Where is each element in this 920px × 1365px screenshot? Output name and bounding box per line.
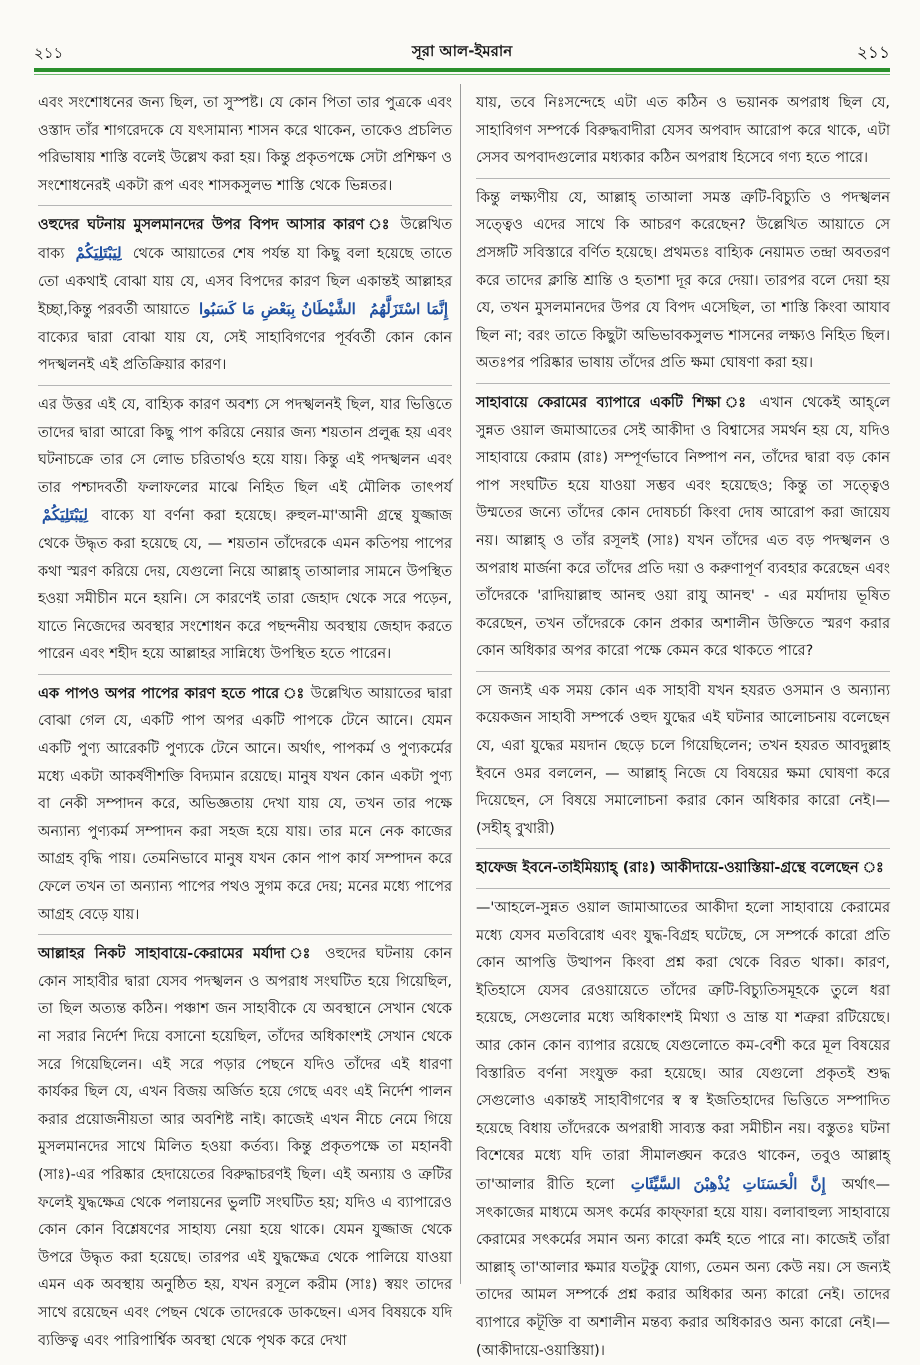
header-rule bbox=[34, 68, 890, 72]
section-heading: হাফেজ ইবনে-তাইমিয়্যাহ্ (রাঃ) আকীদায়ে-ওয়াস্তিয়া-গ্রন্থে বলেছেন ঃ bbox=[476, 860, 885, 877]
page-header bbox=[34, 34, 890, 64]
paragraph bbox=[38, 90, 452, 200]
paragraph-text: এর উত্তর এই যে, বাহ্যিক কারণ অবশ্য সে পদস্খলনই ছিল, যার ভিত্তিতে তাদের দ্বারা আরো কিছু পাপ করিয়ে নেয়ার জন্য শয়তান প্রলুব্ধ হয় এবং ঘটনাচক্রে তার সে লোভ চরিতার্থও হয়ে যায়। কিন্তু এই পদস্খলন এবং তার পশ্চাদবর্তী ফলাফলের মাঝে নিহিত ছিল এই মৌলিক তাৎপর্য bbox=[38, 396, 452, 496]
arabic-phrase: الشَّيْطَانُ بِبَعْضِ مَا كَسَبُوا bbox=[199, 300, 356, 319]
paragraph-separator bbox=[38, 385, 452, 386]
paragraph-text: উল্লেখিত আয়াতের দ্বারা বোঝা গেল যে, একটি পাপ অপর একটি পাপকে টেনে আনে। যেমন একটি পুণ্য আরেকটি পুণ্যকে টেনে আনে। অর্থাৎ, পাপকর্ম ও পুণ্যকর্মের মধ্যে একটা আকর্ষণীশক্তি বিদ্যমান রয়েছে। মানুষ যখন কোন একটা পুণ্য বা নেকী সম্পাদন করে, অভিজ্ঞতায় দেখা যায় যে, তখন তার পক্ষে অন্যান্য পুণ্যকর্ম সম্পাদন করা সহজ হয়ে যায়। তার মনে নেক কাজের আগ্রহ বৃদ্ধি পায়। তেমনিভাবে মানুষ যখন কোন পাপ কার্য সম্পাদন করে ফেলে তখন তা অন্যান্য পাপের পথও সুগম করে দেয়; মনের মধ্যে পাপের আগ্রহ বেড়ে যায়। bbox=[38, 685, 452, 923]
page-number-left: ২১১ bbox=[34, 44, 64, 62]
paragraph bbox=[476, 678, 890, 844]
chapter-title: সূরা আল-ইমরান bbox=[411, 42, 513, 60]
paragraph-separator bbox=[476, 671, 890, 672]
paragraph-separator bbox=[476, 848, 890, 849]
paragraph-text: —'আহলে-সুন্নত ওয়াল জামাআতের আকীদা হলো সাহাবায়ে কেরামের মধ্যে যেসব মতবিরোধ এবং যুদ্ধ-বিগ্রহ ঘটেছে, সে সম্পর্কে কারো প্রতি কোন আপত্তি উত্থাপন কিংবা প্রশ্ন করা থেকে বিরত থাকা। কারণ, ইতিহাসে যেসব রেওয়ায়েতে তাঁদের ত্রুটি-বিচ্যুতিসমূহকে তুলে ধরা হয়েছে, সেগুলোর মধ্যে অধিকাংশই মিথ্যা ও ভ্রান্ত যা শত্রুরা রটিয়েছে। আর কোন কোন ব্যাপার রয়েছে যেগুলোতে কম-বেশী করে মূল বিষয়ের বিস্তারিত বর্ণনা সংযুক্ত করা হয়েছে। আর যেগুলো প্রকৃতই শুদ্ধ সেগুলোও একান্তই সাহাবীগণের স্ব স্ব ইজতিহাদের ভিত্তিতে সম্পাদিত হয়েছে বিধায় তাঁদেরকে অপরাধী সাব্যস্ত করা সমীচীন নয়। বস্তুতঃ ঘটনা বিশেষের মধ্যে যদি তারা সীমালঙ্ঘন করেও থাকেন, তবুও আল্লাহ্‌ তা'আলার রীতি হলো bbox=[476, 900, 890, 1193]
paragraph-separator bbox=[38, 934, 452, 935]
arabic-phrase: لِيَبْتَلِيَكُمْ bbox=[75, 243, 122, 262]
section-heading: সাহাবায়ে কেরামের ব্যাপারে একটি শিক্ষা ঃ bbox=[476, 394, 751, 411]
paragraph-separator bbox=[38, 674, 452, 675]
paragraph bbox=[38, 941, 452, 1355]
paragraph bbox=[38, 392, 452, 669]
paragraph bbox=[476, 90, 890, 173]
header-rule-thin bbox=[34, 74, 890, 75]
paragraph-text: উল্লেখিত বাক্য bbox=[38, 217, 452, 262]
paragraph-text: যায়, তবে নিঃসন্দেহে এটা এত কঠিন ও ভয়ানক অপরাধ ছিল যে, সাহাবিগণ সম্পর্কে বিরুদ্ধবাদীরা যেসব অপবাদ আরোপ করে থাকে, এটা সেসব অপবাদগুলোর মধ্যকার কঠিন অপরাধ হিসেবে গণ্য হতে পারে। bbox=[476, 95, 890, 167]
paragraph bbox=[476, 185, 890, 378]
paragraph-separator bbox=[476, 178, 890, 179]
paragraph-separator bbox=[38, 205, 452, 206]
paragraph-text: থেকে আয়াতের শেষ পর্যন্ত যা কিছু বলা হয়েছে তাতে তো একথাই বোঝা যায় যে, এসব বিপদের কারণ ছিল একান্তই আল্লাহর ইচ্ছা,কিন্তু পরবর্তী আয়াতে bbox=[38, 245, 453, 319]
paragraph-separator bbox=[476, 383, 890, 384]
paragraph-text: বাক্যের দ্বারা বোঝা যায় যে, সেই সাহাবিগণের পূর্ববর্তী কোন কোন পদস্খলনই এই প্রতিক্রিয়ার কারণ। bbox=[38, 329, 452, 374]
paragraph bbox=[476, 390, 890, 666]
paragraph-text: এবং সংশোধনের জন্য ছিল, তা সুস্পষ্ট। যে কোন পিতা তার পুত্রকে এবং ওস্তাদ তাঁর শাগরেদকে যে যৎসামান্য শাসন করে থাকেন, তাকেও প্রচলিত পরিভাষায় শাস্তি বলেই উল্লেখ করা হয়। কিন্তু প্রকৃতপক্ষে সেটা প্রশিক্ষণ ও সংশোধনেরই একটা রূপ এবং শাসকসুলভ শাস্তি থেকে ভিন্নতর। bbox=[38, 95, 452, 194]
paragraph bbox=[476, 855, 890, 883]
paragraph bbox=[476, 895, 890, 1365]
section-heading: আল্লাহর নিকট সাহাবায়ে-কেরামের মর্যাদা ঃ bbox=[38, 946, 316, 963]
column-divider bbox=[460, 84, 461, 1284]
paragraph-text: ওহুদের ঘটনায় কোন কোন সাহাবীর দ্বারা যেসব পদস্খলন ও অপরাধ সংঘটিত হয়ে গিয়েছিল, তা ছিল অত্যন্ত কঠিন। পঞ্চাশ জন সাহাবীকে যে অবস্থানে সেখান থেকে না সরার নির্দেশ দিয়ে বসানো হয়েছিল, তাঁদের অধিকাংশই সেখান থেকে সরে গিয়েছিলেন। এই সরে পড়ার পেছনে যদিও তাঁদের এই ধারণা কার্যকর ছিল যে, এখন বিজয় অর্জিত হয়ে গেছে এবং এই নির্দেশ পালন করার প্রয়োজনীয়তা আর অবশিষ্ট নাই। কাজেই এখন নীচে নেমে গিয়ে মুসলমানদের সাথে মিলিত হওয়া কর্তব্য। কিন্তু প্রকৃতপক্ষে তা মহানবী (সাঃ)-এর পরিষ্কার হেদায়েতের বিরুদ্ধাচরণই ছিল। এই অন্যায় ও ত্রুটির ফলেই যুদ্ধক্ষেত্র থেকে পলায়নের ভুলটি সংঘটিত হয়; যদিও এ ব্যাপারেও কোন কোন বিশ্লেষণের সাহায্য নেয়া হয়ে থাকে। যেমন যুজ্জাজ থেকে উপরে উদ্ধৃত করা হয়েছে। তারপর এই যুদ্ধক্ষেত্র থেকে পালিয়ে যাওয়া এমন এক অবস্থায় অনুষ্ঠিত হয়, যখন রসূলে করীম (সাঃ) স্বয়ং তাদের সাথে রয়েছেন এবং পেছন থেকে তাদেরকে ডাকছেন। এসব বিষয়কে যদি ব্যক্তিত্ব এবং পারিপার্শ্বিক অবস্থা থেকে পৃথক করে দেখা bbox=[38, 946, 452, 1349]
paragraph-text: অর্থাৎ—সৎকাজের মাধ্যমে অসৎ কর্মের কাফ্‌ফারা হয়ে যায়। বলাবাহুল্য সাহাবায়ে কেরামের সৎকর্মের সমান অন্য কারো কর্মই হতে পারে না। কাজেই তাঁরা আল্লাহ্‌ তা'আলার ক্ষমার যতটুকু যোগ্য, তেমন অন্য কেউ নয়। সে জন্যই তাদের আমল সম্পর্কে প্রশ্ন করার অধিকার অন্য কারো নেই। তাদের ব্যাপারে কটূক্তি বা অশালীন মন্তব্য করার অধিকারও অন্য কারো নেই।—(আকীদায়ে-ওয়াস্তিয়া)। bbox=[476, 1176, 891, 1359]
left-column bbox=[38, 90, 452, 1355]
arabic-phrase: لِيَبْتَلِيَكُمْ bbox=[42, 506, 88, 525]
page-number-right: ২১১ bbox=[856, 43, 890, 63]
paragraph bbox=[38, 681, 452, 929]
paragraph-separator bbox=[476, 888, 890, 889]
paragraph-text: বাক্যে যা বর্ণনা করা হয়েছে। রুহুল-মা'আনী গ্রন্থে যুজ্জাজ থেকে উদ্ধৃত করা হয়েছে যে, — শয়তান তাঁদেরকে এমন কতিপয় পাপের কথা স্মরণ করিয়ে দেয়, যেগুলো নিয়ে আল্লাহ্‌ তাআলার সামনে উপস্থিত হওয়া সমীচীন মনে হয়নি। সে কারণেই তারা জেহাদ থেকে সরে পড়েন, যাতে নিজেদের অবস্থার সংশোধন করে পছন্দনীয় অবস্থায় জেহাদ করতে পারেন এবং শহীদ হয়ে আল্লাহর সান্নিধ্যে উপস্থিত হতে পারেন। bbox=[38, 508, 453, 663]
section-heading: এক পাপও অপর পাপের কারণ হতে পারে ঃ bbox=[38, 685, 306, 702]
arabic-phrase: إِنَّمَا اسْتَزَلَّهُمُ bbox=[369, 300, 449, 319]
arabic-phrase: إِنَّ الْحَسَنَاتِ يُذْهِبْنَ السَّيِّئَاتِ bbox=[630, 1174, 826, 1193]
paragraph-text: সে জন্যই এক সময় কোন এক সাহাবী যখন হযরত ওসমান ও অন্যান্য কয়েকজন সাহাবী সম্পর্কে ওহুদ যুদ্ধের এই ঘটনার আলোচনায় বলেছেন যে, এরা যুদ্ধের ময়দান ছেড়ে চলে গিয়েছিলেন; তখন হযরত আবদুল্লাহ ইবনে ওমর বললেন, — আল্লাহ্‌ নিজে যে বিষয়ের ক্ষমা ঘোষণা করে দিয়েছেন, সে বিষয়ে সমালোচনা করার কোন অধিকার কারো নেই।— (সহীহ্ বুখারী) bbox=[476, 682, 890, 837]
paragraph bbox=[38, 212, 452, 380]
paragraph-text: কিন্তু লক্ষ্যণীয় যে, আল্লাহ্‌ তাআলা সমস্ত ত্রুটি-বিচ্যুতি ও পদস্খলন সত্ত্বেও এদের সাথে কি আচরণ করেছেন? উল্লেখিত আয়াতে সে প্রসঙ্গটি সবিস্তারে বর্ণিত হয়েছে। প্রথমতঃ বাহ্যিক নেয়ামত তন্দ্রা অবতরণ করে তাদের ক্লান্তি শ্রান্তি ও হতাশা দূর করে দেয়া। তারপর বলে দেয়া হয় যে, তখন মুসলমানদের উপর যে বিপদ এসেছিল, তা শাস্তি কিংবা আযাব ছিল না; বরং তাতে কিছুটা অভিভাবকসুলভ শাসনের লক্ষ্যও নিহিত ছিল। অতঃপর পরিষ্কার ভাষায় তাঁদের প্রতি ক্ষমা ঘোষণা করা হয়। bbox=[476, 189, 890, 372]
section-heading: ওহুদের ঘটনায় মুসলমানদের উপর বিপদ আসার কারণ ঃ bbox=[38, 217, 393, 234]
paragraph-text: এখান থেকেই আহ্‌লে সুন্নত ওয়াল জমাআতের সেই আকীদা ও বিশ্বাসের সমর্থন হয় যে, যদিও সাহাবায়ে কেরাম (রাঃ) সম্পূর্ণভাবে নিষ্পাপ নন, তাঁদের দ্বারা বড় কোন পাপ সংঘটিত হয়ে যাওয়া সম্ভব এবং হয়েছেও; কিন্তু তা সত্ত্বেও উম্মতের জন্যে তাঁদের কোন দোষচর্চা কিংবা দোষ আরোপ করা জায়েয নয়। আল্লাহ্‌ ও তাঁর রসূলই (সাঃ) যখন তাঁদের এত বড় পদস্খলন ও অপরাধ মার্জনা করে তাঁদের প্রতি দয়া ও করুণাপূর্ণ ব্যবহার করেছেন এবং তাঁদেরকে 'রাদিয়াল্লাহু আনহু ওয়া রাযু আনহু' - এর মর্যাদায় ভূষিত করেছেন, তখন তাঁদেরকে কোন প্রকার অশালীন উক্তিতে স্মরণ করার কোন অধিকার অপর কারো পক্ষে কেমন করে থাকতে পারে? bbox=[476, 394, 891, 660]
right-column bbox=[476, 90, 890, 1365]
